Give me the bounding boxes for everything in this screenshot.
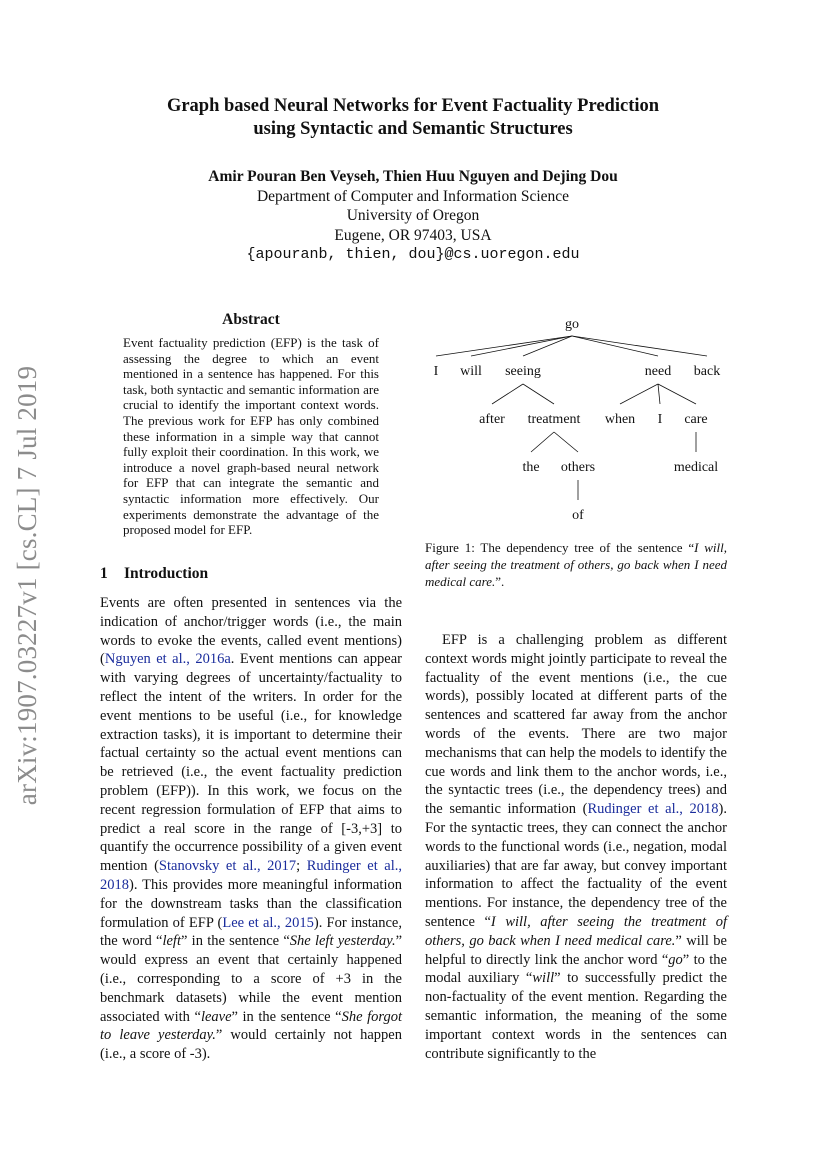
text-run: ” in the sentence “ — [231, 1008, 342, 1025]
text-run: ” to successfully predict the non-factuality of the event mention. Regarding the semantic information, the meaning of the some important context words in the sentences can contribute significantly to the — [425, 970, 728, 1062]
title-line-2: using Syntactic and Semantic Structures — [253, 119, 573, 139]
figure-caption — [425, 540, 727, 590]
edge-need-i — [658, 384, 660, 404]
text-run: Figure 1: The dependency tree of the sentence “ — [425, 540, 695, 555]
tree-nodes — [434, 317, 721, 523]
text-run: EFP is a challenging problem as different context words might jointly participate to reveal the factuality of the event mentions (i.e., the cue words), possibly located at different parts of the sentences and scattered far away from the anchor words of the events. There are two major mechanisms that can help the models to identify the cue words and link them to the anchor words, i.e., the syntactic trees (i.e., the dependency trees) and the semantic information ( — [425, 632, 727, 818]
intro-paragraph-1: Events are often presented in sentences via the indication of anchor/trigger words (i.e., the main words to evoke the events, called event mentions) (Nguyen et al., 2016a. Event mentions can appear with varying degrees of uncertainty/factuality to reflect the intent of the writers. In order for the event mentions to be useful (i.e., for knowledge extraction tasks), it is important to determine their factual certainty so the actual event mentions can be retrieved (i.e., the event factuality prediction problem (EFP)). In this work, we focus on the recent regression formulation of EFP that aims to predict a real score in the range of [-3,+3] to quantify the occurrence possibility of a given event mention (Stanovsky et al., 2017; Rudinger et al., 2018). This provides more meaningful information for the downstream tasks than the classification formulation of EFP (Lee et al., 2015). For instance, the word “left” in the sentence “She left yesterday.” would express an event that certainly happened (i.e., corresponding to a score of +3 in the benchmark datasets) while the event mention associated with “leave” in the sentence “She forgot to leave yesterday.” would certainly not happen (i.e., a score of -3). — [100, 595, 403, 1063]
text-run: ” will be helpful to directly link the anchor word “ — [425, 932, 727, 968]
edge-treatment-the — [531, 432, 554, 452]
node-need: need — [644, 364, 672, 379]
edge-treatment-others — [554, 432, 578, 452]
text-run: ”. — [495, 573, 505, 589]
italic-text: left — [162, 933, 181, 950]
text-run: . Event mentions can appear with varying degrees of uncertainty/factuality to reflect the intent of the writers. In order for the event mentions to be useful (i.e., for knowledge extraction tasks), it is important to determine their factual certainty so the actual event mentions can be retrieved (i.e., the event factuality prediction problem (EFP)). In this work, we focus on the recent regression formulation of EFP that aims to predict a real score in the range of [-3,+3] to quantify the occurrence possibility of a given event mention — [100, 651, 402, 875]
emails: {apouranb, thien, dou}@cs.uoregon.edu — [246, 246, 580, 263]
node-of: of — [572, 508, 584, 523]
paper-title — [100, 95, 726, 141]
citation-link[interactable]: Nguyen et al., 2016a — [104, 651, 231, 668]
text-run: ; — [296, 858, 307, 875]
node-after: after — [479, 412, 505, 427]
node-when: when — [604, 412, 636, 427]
university: University of Oregon — [346, 207, 480, 224]
node-care: care — [684, 412, 708, 427]
node-others: others — [560, 460, 596, 475]
node-the: the — [522, 460, 540, 475]
node-will: will — [460, 364, 482, 379]
edge-go-will — [471, 336, 572, 356]
department: Department of Computer and Information Science — [256, 187, 570, 205]
node-treatment: treatment — [527, 412, 581, 427]
author-block — [100, 167, 726, 265]
italic-text: will — [532, 970, 555, 987]
address: Eugene, OR 97403, USA — [334, 226, 492, 244]
author-names: Amir Pouran Ben Veyseh, Thien Huu Nguyen and Dejing Dou — [208, 168, 618, 185]
citation-link[interactable]: Rudinger et al., 2018 — [587, 801, 719, 818]
italic-text: go — [668, 951, 683, 968]
edge-go-need — [572, 336, 658, 356]
text-run: Events are often presented in sentences via the indication of anchor/trigger words (i.e., the main words to evoke the events, called event mentions) — [100, 595, 402, 649]
node-back: back — [693, 364, 721, 379]
italic-text: leave — [200, 1008, 232, 1025]
edge-need-when — [620, 384, 658, 404]
node-seeing: seeing — [505, 364, 541, 379]
edge-seeing-after — [492, 384, 523, 404]
edge-seeing-treatment — [523, 384, 554, 404]
edge-go-i — [436, 336, 572, 356]
arxiv-stamp — [2, 355, 54, 815]
section-heading — [100, 565, 208, 583]
title-line-1: Graph based Neural Networks for Event Factuality Prediction — [166, 96, 660, 116]
italic-text: She forgot to leave yesterday. — [100, 1008, 402, 1044]
node-go: go — [565, 317, 579, 332]
dependency-tree-figure — [420, 305, 730, 525]
text-run: ). For the syntactic trees, they can connect the anchor words to the functional words (i.e., negation, modal auxiliaries) that are far away, but convey important information to affect the factuality of the event mentions. For instance, the dependency tree of the sentence “ — [425, 801, 727, 930]
text-run: ” would express an event that certainly happened (i.e., corresponding to a score of +3 in the benchmark datasets) while the event mention associated with “ — [100, 933, 403, 1025]
text-run: ). For instance, the word “ — [100, 914, 402, 950]
citation-link[interactable]: Lee et al., 2015 — [222, 914, 314, 931]
section-title: Introduction — [124, 565, 209, 582]
abstract-text: Event factuality prediction (EFP) is the task of assessing the degree to which an event mentioned in a sentence has happened. For this task, both syntactic and semantic information are crucial to identify the important context words. The previous work for EFP has only combined these information in a simple way that cannot fully exploit their coordination. In this work, we introduce a novel graph-based neural network for EFP that can integrate the semantic and syntactic information more effectively. Our experiments demonstrate the advantage of the proposed model for EFP. — [123, 335, 379, 538]
text-run: ” would certainly not happen (i.e., a score of -3). — [100, 1027, 402, 1063]
edge-go-seeing — [523, 336, 572, 356]
text-run: ” to the modal auxiliary “ — [425, 951, 727, 987]
italic-text: I will, after seeing the treatment of others, go back when I need medical care. — [425, 540, 727, 589]
intro-paragraph-2 — [425, 631, 727, 1063]
abstract-heading: Abstract — [222, 311, 280, 328]
node-i-2: I — [657, 412, 663, 427]
text-run: ” in the sentence “ — [180, 933, 290, 950]
section-number: 1 — [100, 565, 108, 582]
edge-go-back — [572, 336, 707, 356]
italic-text: I will, after seeing the treatment of others, go back when I need medical care. — [425, 913, 727, 949]
text-run: ). This provides more meaningful information for the downstream tasks than the classification formulation of EFP ( — [100, 876, 402, 931]
node-medical: medical — [673, 460, 719, 475]
italic-text: She left yesterday. — [289, 933, 396, 950]
citation-link[interactable]: Rudinger et al., 2018 — [100, 858, 402, 893]
arxiv-id: arXiv:1907.03227v1 [cs.CL] 7 Jul 2019 — [12, 365, 43, 805]
citation-link[interactable]: Stanovsky et al., 2017 — [158, 858, 297, 875]
edge-need-care — [658, 384, 696, 404]
node-i: I — [433, 364, 439, 379]
